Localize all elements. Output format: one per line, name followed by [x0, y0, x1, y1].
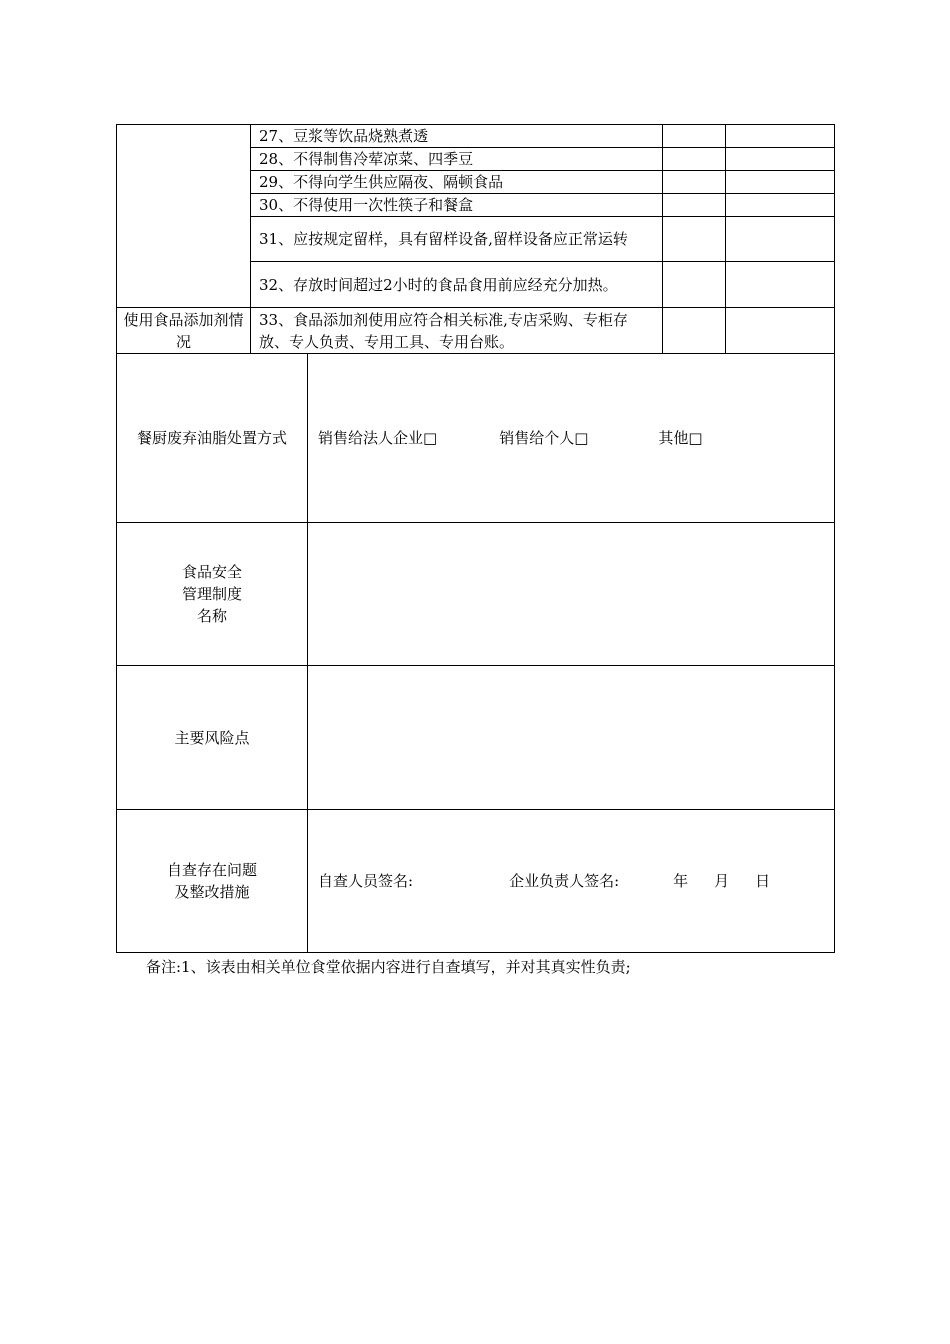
safety-rules-label	[117, 523, 308, 666]
oil-disposal-label: 餐厨废弃油脂处置方式	[117, 354, 308, 523]
remark-cell[interactable]	[726, 171, 835, 194]
remark-cell[interactable]	[726, 194, 835, 217]
checklist-item: 30、不得使用一次性筷子和餐盒	[251, 194, 663, 217]
signature-area	[308, 810, 835, 953]
manager-signature-label: 企业负责人签名:	[509, 872, 620, 890]
safety-rules-value[interactable]	[308, 523, 835, 666]
option-legal-entity[interactable]: 销售给法人企业□	[318, 429, 438, 447]
checklist-item: 27、豆浆等饮品烧熟煮透	[251, 125, 663, 148]
oil-disposal-options	[308, 354, 835, 523]
self-check-label-line: 自查存在问题	[166, 861, 257, 879]
date-day: 日	[755, 872, 771, 890]
remark-cell[interactable]	[726, 125, 835, 148]
safety-rules-label-line: 食品安全	[181, 563, 242, 581]
checklist-item: 28、不得制售冷荤凉菜、四季豆	[251, 148, 663, 171]
risk-points-value[interactable]	[308, 666, 835, 810]
date-month: 月	[714, 872, 730, 890]
remark-cell[interactable]	[726, 262, 835, 308]
safety-rules-label-line: 管理制度	[181, 585, 242, 603]
summary-table	[116, 353, 835, 953]
remark-cell[interactable]	[726, 217, 835, 262]
result-cell[interactable]	[663, 194, 726, 217]
remark-cell[interactable]	[726, 308, 835, 354]
date-year: 年	[673, 872, 689, 890]
checklist-item: 33、食品添加剂使用应符合相关标准,专店采购、专柜存放、专人负责、专用工具、专用台账。	[251, 308, 663, 354]
result-cell[interactable]	[663, 125, 726, 148]
self-check-label	[117, 810, 308, 953]
result-cell[interactable]	[663, 308, 726, 354]
result-cell[interactable]	[663, 217, 726, 262]
checklist-item: 29、不得向学生供应隔夜、隔顿食品	[251, 171, 663, 194]
risk-points-label: 主要风险点	[117, 666, 308, 810]
result-cell[interactable]	[663, 171, 726, 194]
option-individual[interactable]: 销售给个人□	[499, 429, 589, 447]
option-other[interactable]: 其他□	[658, 429, 703, 447]
remark-cell[interactable]	[726, 148, 835, 171]
result-cell[interactable]	[663, 148, 726, 171]
inspector-signature-label: 自查人员签名:	[318, 872, 414, 890]
checklist-table	[116, 124, 835, 354]
self-check-label-line: 及整改措施	[174, 883, 250, 901]
safety-rules-label-line: 名称	[196, 607, 227, 625]
result-cell[interactable]	[663, 262, 726, 308]
checklist-item: 32、存放时间超过2小时的食品食用前应经充分加热。	[251, 262, 663, 308]
additive-category: 使用食品添加剂情况	[117, 308, 251, 354]
footer-note: 备注:1、该表由相关单位食堂依据内容进行自查填写，并对其真实性负责;	[146, 958, 631, 976]
checklist-item: 31、应按规定留样，具有留样设备,留样设备应正常运转	[251, 217, 663, 262]
category-cell-empty	[117, 125, 251, 308]
